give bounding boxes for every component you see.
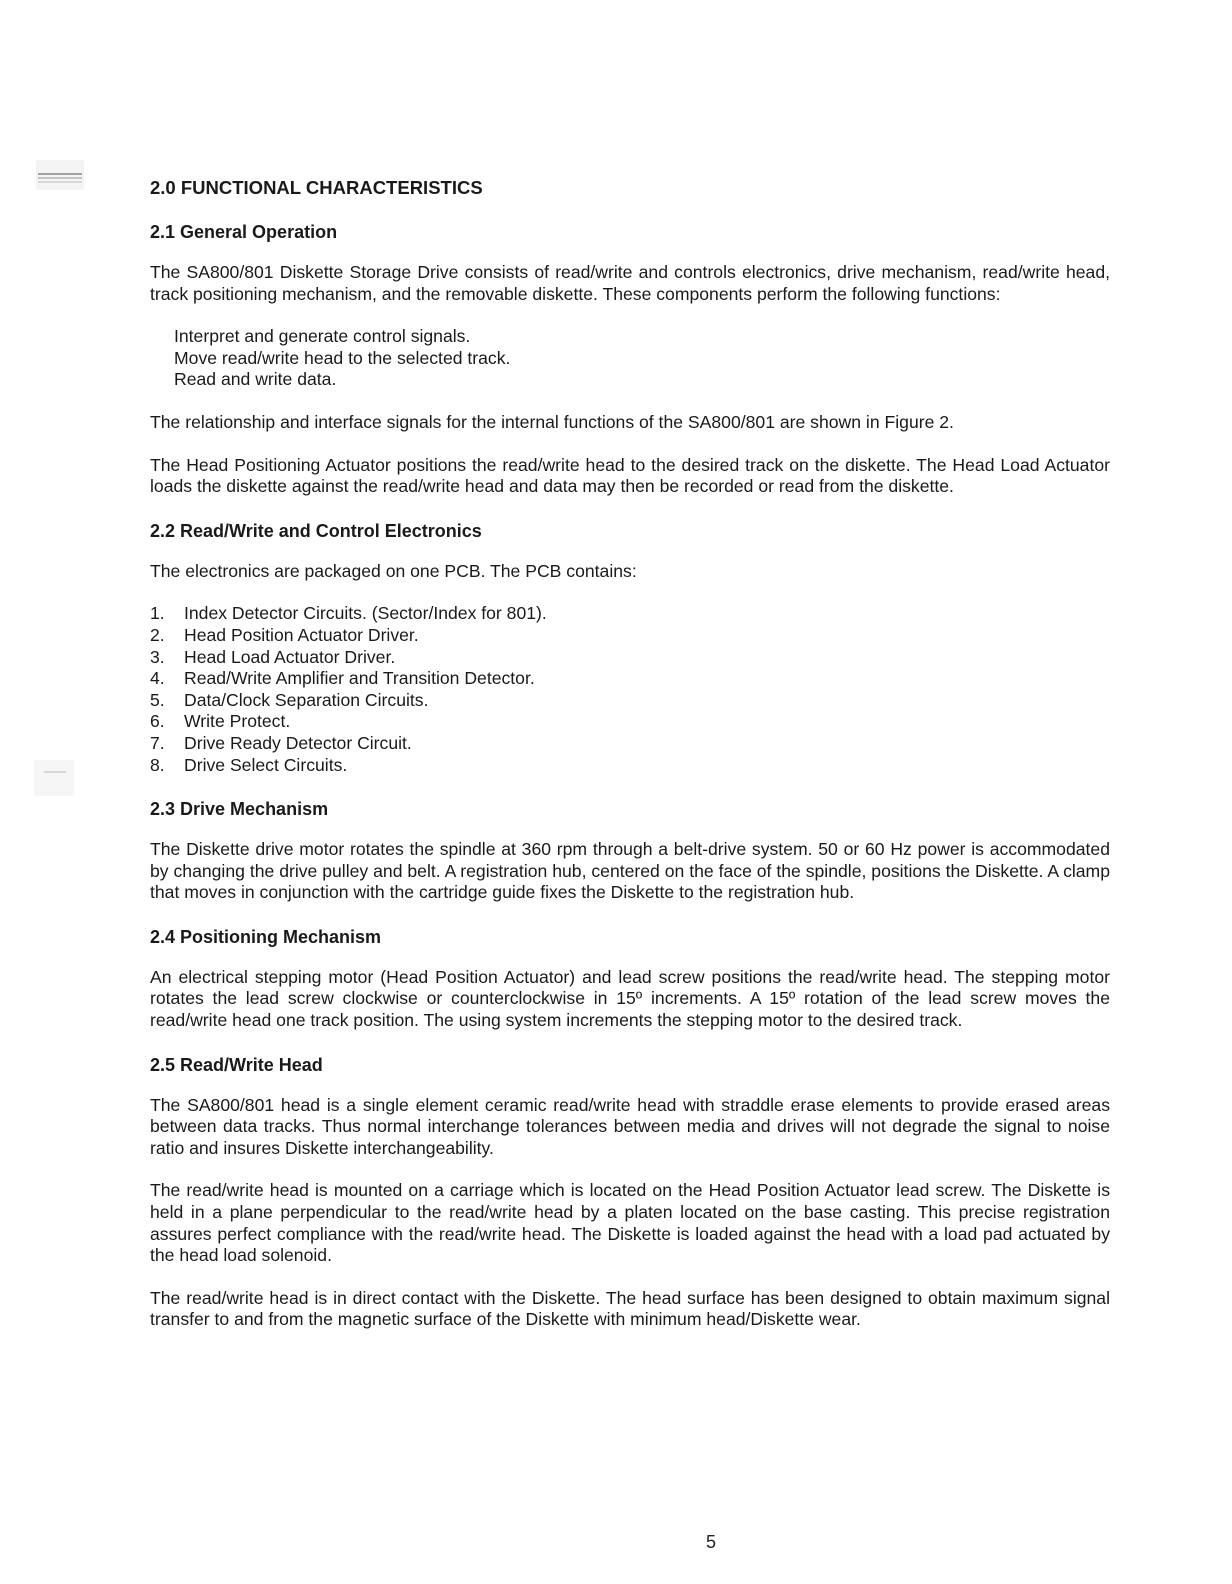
paragraph: The SA800/801 head is a single element ceramic read/write head with straddle erase elements to provide erased areas between data tracks. Thus normal interchange tolerances between media and drives will not degrade the signal to noise ratio and insures Diskette interchangeability. bbox=[150, 1094, 1110, 1158]
list-text: Head Load Actuator Driver. bbox=[184, 646, 396, 667]
list-number: 1. bbox=[150, 603, 165, 624]
document-body bbox=[150, 176, 1110, 1352]
list-number: 7. bbox=[150, 732, 165, 753]
list-item bbox=[150, 690, 1110, 712]
list-item bbox=[150, 625, 1110, 647]
list-text: Drive Select Circuits. bbox=[184, 754, 348, 775]
list-item bbox=[150, 603, 1110, 625]
paragraph: The read/write head is mounted on a carriage which is located on the Head Position Actuator lead screw. The Diskette is held in a plane perpendicular to the read/write head by a platen located on the base casting. This precise registration assures perfect compliance with the read/write head. The Diskette is loaded against the head with a load pad actuated by the head load solenoid. bbox=[150, 1180, 1110, 1266]
subsection-heading-drive-mechanism: 2.3 Drive Mechanism bbox=[150, 799, 329, 820]
list-number: 8. bbox=[150, 754, 165, 775]
page-number: 5 bbox=[706, 1532, 717, 1552]
list-item: Interpret and generate control signals. bbox=[174, 326, 471, 347]
list-item bbox=[150, 733, 1110, 755]
list-number: 5. bbox=[150, 689, 165, 710]
list-item: Move read/write head to the selected track. bbox=[174, 347, 511, 368]
paragraph: An electrical stepping motor (Head Position Actuator) and lead screw positions the read/write head. The stepping motor rotates the lead screw clockwise or counterclockwise in 15º increments. A 15º rotation of the lead screw moves the read/write head one track position. The using system increments the stepping motor to the desired track. bbox=[150, 966, 1110, 1031]
list-text: Head Position Actuator Driver. bbox=[184, 624, 419, 645]
list-number: 2. bbox=[150, 624, 165, 645]
list-text: Write Protect. bbox=[184, 711, 291, 732]
paragraph: The read/write head is in direct contact with the Diskette. The head surface has been designed to obtain maximum signal transfer to and from the magnetic surface of the Diskette with minimum head/Diskette wear. bbox=[150, 1287, 1110, 1330]
paragraph: The electronics are packaged on one PCB. The PCB contains: bbox=[150, 560, 637, 581]
list-text: Data/Clock Separation Circuits. bbox=[184, 689, 429, 710]
paragraph: The relationship and interface signals for the internal functions of the SA800/801 are shown in Figure 2. bbox=[150, 411, 954, 432]
list-number: 6. bbox=[150, 711, 165, 732]
list-text: Read/Write Amplifier and Transition Detector. bbox=[184, 668, 535, 689]
list-item bbox=[150, 668, 1110, 690]
list-text: Index Detector Circuits. (Sector/Index for 801). bbox=[184, 603, 547, 624]
list-text: Drive Ready Detector Circuit. bbox=[184, 732, 412, 753]
list-item: Read and write data. bbox=[174, 369, 337, 390]
pcb-contents-list bbox=[150, 603, 1110, 776]
subsection-heading-read-write-head: 2.5 Read/Write Head bbox=[150, 1054, 323, 1075]
scan-artifact bbox=[34, 760, 74, 796]
list-item bbox=[150, 647, 1110, 669]
list-number: 4. bbox=[150, 668, 165, 689]
list-number: 3. bbox=[150, 646, 165, 667]
scan-artifact bbox=[34, 160, 86, 190]
paragraph: The Diskette drive motor rotates the spindle at 360 rpm through a belt-drive system. 50 or 60 Hz power is accommodated by changing the drive pulley and belt. A registration hub, centered on the face of the spindle, positions the Diskette. A clamp that moves in conjunction with the cartridge guide fixes the Diskette to the registration hub. bbox=[150, 839, 1110, 903]
subsection-heading-electronics: 2.2 Read/Write and Control Electronics bbox=[150, 520, 482, 541]
paragraph: The Head Positioning Actuator positions the read/write head to the desired track on the diskette. The Head Load Actuator loads the diskette against the read/write head and data may then be recorded or read from the diskette. bbox=[150, 454, 1110, 497]
list-item bbox=[150, 711, 1110, 733]
subsection-heading-positioning-mechanism: 2.4 Positioning Mechanism bbox=[150, 926, 382, 947]
list-item bbox=[150, 755, 1110, 777]
paragraph: The SA800/801 Diskette Storage Drive consists of read/write and controls electronics, drive mechanism, read/write head, track positioning mechanism, and the removable diskette. These components perform the following functions: bbox=[150, 262, 1110, 304]
section-title: 2.0 FUNCTIONAL CHARACTERISTICS bbox=[150, 177, 483, 198]
subsection-heading-general-operation: 2.1 General Operation bbox=[150, 222, 338, 242]
function-list bbox=[174, 326, 1110, 391]
